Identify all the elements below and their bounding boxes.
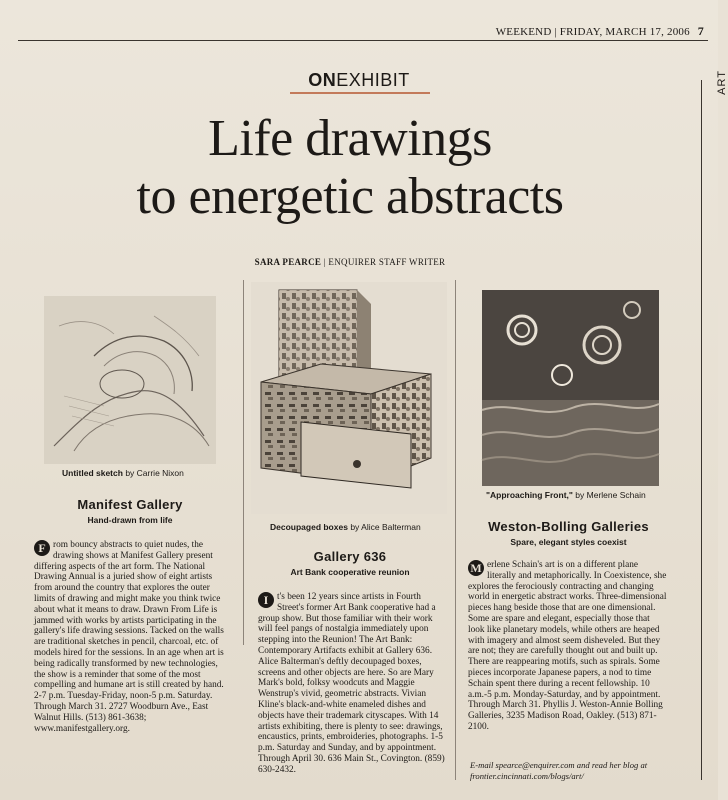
caption-credit: by Alice Balterman [350,522,421,532]
section-label: ART [716,70,728,95]
article-text: t's been 12 years since artists in Fourth Street's former Art Bank cooperative had a group show. But those familiar with their work will feel pangs of nostalgia immediately upon stepping into the Reunion! The Art Bank: Contemporary Artifacts exhibit at Gallery 636. Alice Balterman's deftly decoupaged boxes, screens and other objects are here. So are Mary Mark's bold, folksy woodcuts and Maggie Wenstrup's vivid, geometric abstracts. Vivian Kline's black-and-white enameled dishes and objects have their trademark cityscapes. With 14 artists exhibiting, there is plenty to see: drawings, encaustics, prints, embroideries, photographs. 1-5 p.m. Saturday and Sunday, and by appointment. Through April 30. 636 Main St., Covington. (859) 630-2432. [258,592,445,775]
byline [0,257,700,267]
author-contact: E-mail spearce@enquirer.com and read her blog at frontier.cincinnati.com/blogs/art/ [470,760,648,781]
folio-rule [18,40,708,41]
page-number: 7 [697,24,704,38]
kicker-part2: EXHIBIT [336,70,410,90]
byline-title: | ENQUIRER STAFF WRITER [323,257,446,267]
side-rule [701,80,702,780]
abstract-caption [486,490,686,500]
gallery-subhead-weston-bolling: Spare, elegant styles coexist [510,537,627,547]
dropcap-f: F [34,540,50,556]
dropcap-i: I [258,592,274,608]
folio-date: WEEKEND | FRIDAY, MARCH 17, 2006 [495,26,690,38]
caption-credit: by Carrie Nixon [125,468,184,478]
gallery-name-manifest: Manifest Gallery [77,497,183,512]
boxes-caption [270,522,450,532]
caption-title: Decoupaged boxes [270,522,348,532]
decoupaged-boxes-image [251,282,447,514]
untitled-sketch-image [44,296,216,464]
headline-line1: Life drawings [208,110,492,167]
kicker [0,70,718,91]
caption-title: Untitled sketch [62,468,123,478]
article-body-636 [258,592,448,776]
gallery-subhead-636: Art Bank cooperative reunion [290,567,410,577]
gallery-name-weston-bolling: Weston-Bolling Galleries [488,519,649,534]
article-body-weston-bolling [468,560,668,733]
column-divider-1 [243,280,244,645]
gallery-subhead-manifest: Hand-drawn from life [87,515,173,525]
kicker-underline [290,92,430,94]
approaching-front-image [482,290,659,486]
sketch-caption [62,468,242,478]
gallery-name-636: Gallery 636 [313,549,387,564]
headline-line2: to energetic abstracts [136,168,564,225]
dropcap-m: M [468,560,484,576]
caption-title: "Approaching Front," [486,490,573,500]
article-text: rom bouncy abstracts to quiet nudes, the drawing shows at Manifest Gallery present differing aspects of the art form. The National Drawing Annual is a juried show of eight artists from around the country that explores the outer limits of drawing and might make you think twice about what it means to draw. Drawn From Life is jammed with works by artists participating in the gallery's life drawing sessions. Tacked on the walls are traditional sketches in pencil, charcoal, etc. of models hired for the sessions. In an age when art is being radically transformed by new technologies, the show is a reminder that some of the most compelling and humane art is still created by hand. 2-7 p.m. Tuesday-Friday, noon-5 p.m. Saturday. Through March 31. 2727 Woodburn Ave., East Walnut Hills. (513) 861-3638; www.manifestgallery.org. [34,540,224,734]
headline [0,110,700,226]
page-folio [496,24,704,39]
article-body-manifest [34,540,230,734]
caption-credit: by Merlene Schain [575,490,646,500]
byline-name: SARA PEARCE [254,257,322,267]
kicker-part1: ON [308,70,337,90]
article-text: erlene Schain's art is on a different plane literally and metaphorically. In Coexistence, she explores the ferociously contracting and changing world in energetic abstract works. Three-dimensional pieces hang beside those that are one dimensional. Some are spare and elegant, especially those that look like planetary models, while others are heaped with imagery and almost seem disheveled. But they are not; they are carefully thought out and built up. There are reappearing motifs, such as spirals. Some pieces incorporate Japanese papers, a nod to time Schain spent there during a recent fellowship. 10 a.m.-5 p.m. Monday-Saturday, and by appointment. Through March 31. Phyllis J. Weston-Annie Bolling Galleries, 3235 Madison Road, Oakley. (513) 871-2100. [468,560,667,732]
